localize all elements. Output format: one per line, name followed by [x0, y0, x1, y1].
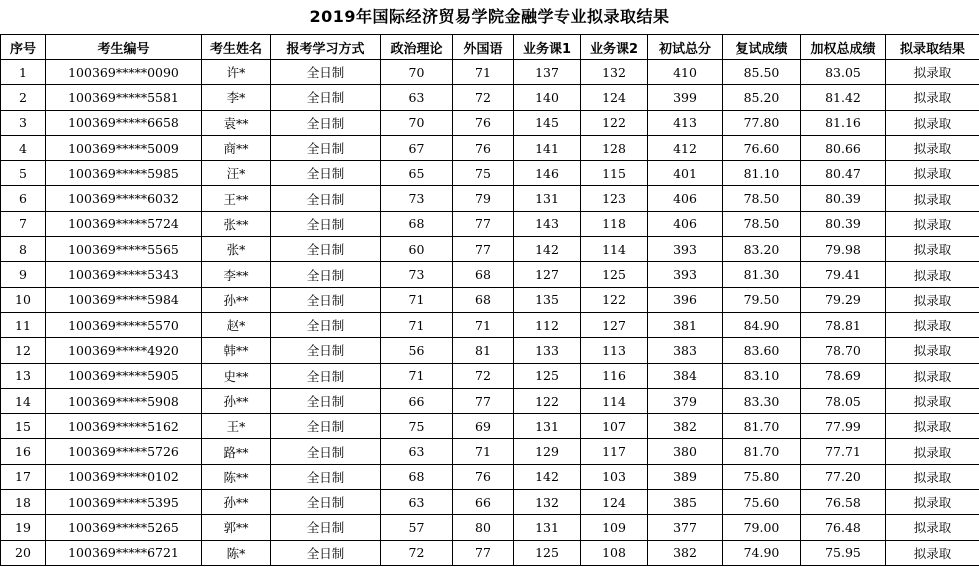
table-row [1, 439, 979, 464]
cell-admission-result: 拟录取 [886, 85, 979, 110]
cell-retest-score: 81.70 [723, 414, 801, 439]
table-row [1, 490, 979, 515]
cell-weighted-total: 78.05 [801, 388, 886, 413]
cell-admission-result: 拟录取 [886, 439, 979, 464]
header-foreign-language: 外国语 [453, 35, 514, 60]
cell-initial-total: 389 [648, 464, 723, 489]
cell-candidate-name: 史** [202, 363, 271, 388]
cell-retest-score: 79.00 [723, 515, 801, 540]
cell-initial-total: 396 [648, 287, 723, 312]
cell-seq: 15 [1, 414, 46, 439]
cell-candidate-id: 100369*****6658 [46, 110, 202, 135]
cell-foreign-language: 66 [453, 490, 514, 515]
cell-study-mode: 全日制 [271, 515, 381, 540]
cell-subject-1: 145 [514, 110, 581, 135]
cell-study-mode: 全日制 [271, 186, 381, 211]
cell-admission-result: 拟录取 [886, 490, 979, 515]
cell-subject-2: 117 [581, 439, 648, 464]
cell-politics: 71 [381, 312, 453, 337]
cell-retest-score: 83.30 [723, 388, 801, 413]
cell-weighted-total: 75.95 [801, 540, 886, 565]
cell-subject-2: 113 [581, 338, 648, 363]
cell-seq: 20 [1, 540, 46, 565]
cell-foreign-language: 71 [453, 439, 514, 464]
table-row [1, 110, 979, 135]
cell-initial-total: 384 [648, 363, 723, 388]
cell-retest-score: 85.20 [723, 85, 801, 110]
cell-admission-result: 拟录取 [886, 464, 979, 489]
cell-candidate-id: 100369*****5984 [46, 287, 202, 312]
cell-politics: 60 [381, 237, 453, 262]
cell-politics: 71 [381, 363, 453, 388]
cell-retest-score: 76.60 [723, 135, 801, 160]
cell-subject-2: 118 [581, 211, 648, 236]
cell-seq: 16 [1, 439, 46, 464]
cell-politics: 75 [381, 414, 453, 439]
cell-study-mode: 全日制 [271, 414, 381, 439]
table-row [1, 161, 979, 186]
cell-candidate-id: 100369*****5265 [46, 515, 202, 540]
cell-candidate-name: 张* [202, 237, 271, 262]
cell-weighted-total: 80.39 [801, 211, 886, 236]
cell-foreign-language: 71 [453, 60, 514, 85]
cell-seq: 17 [1, 464, 46, 489]
cell-politics: 73 [381, 262, 453, 287]
cell-candidate-name: 袁** [202, 110, 271, 135]
cell-study-mode: 全日制 [271, 211, 381, 236]
cell-subject-1: 133 [514, 338, 581, 363]
cell-study-mode: 全日制 [271, 287, 381, 312]
cell-candidate-id: 100369*****5908 [46, 388, 202, 413]
cell-foreign-language: 68 [453, 287, 514, 312]
cell-seq: 4 [1, 135, 46, 160]
table-row [1, 135, 979, 160]
cell-retest-score: 75.80 [723, 464, 801, 489]
cell-politics: 63 [381, 85, 453, 110]
cell-subject-1: 142 [514, 237, 581, 262]
cell-weighted-total: 81.16 [801, 110, 886, 135]
cell-candidate-id: 100369*****5726 [46, 439, 202, 464]
cell-weighted-total: 83.05 [801, 60, 886, 85]
cell-retest-score: 84.90 [723, 312, 801, 337]
cell-seq: 13 [1, 363, 46, 388]
cell-candidate-name: 许* [202, 60, 271, 85]
cell-subject-2: 132 [581, 60, 648, 85]
table-row [1, 515, 979, 540]
cell-retest-score: 78.50 [723, 186, 801, 211]
cell-foreign-language: 79 [453, 186, 514, 211]
cell-candidate-name: 路** [202, 439, 271, 464]
cell-weighted-total: 78.81 [801, 312, 886, 337]
cell-seq: 5 [1, 161, 46, 186]
cell-admission-result: 拟录取 [886, 237, 979, 262]
cell-initial-total: 399 [648, 85, 723, 110]
cell-initial-total: 385 [648, 490, 723, 515]
cell-foreign-language: 72 [453, 85, 514, 110]
cell-candidate-name: 王* [202, 414, 271, 439]
cell-politics: 63 [381, 490, 453, 515]
cell-weighted-total: 78.70 [801, 338, 886, 363]
cell-admission-result: 拟录取 [886, 211, 979, 236]
table-row [1, 338, 979, 363]
cell-politics: 56 [381, 338, 453, 363]
table-row [1, 414, 979, 439]
cell-politics: 67 [381, 135, 453, 160]
cell-admission-result: 拟录取 [886, 287, 979, 312]
cell-study-mode: 全日制 [271, 262, 381, 287]
cell-initial-total: 381 [648, 312, 723, 337]
cell-candidate-id: 100369*****5905 [46, 363, 202, 388]
cell-admission-result: 拟录取 [886, 110, 979, 135]
cell-retest-score: 83.60 [723, 338, 801, 363]
cell-candidate-name: 孙** [202, 388, 271, 413]
cell-study-mode: 全日制 [271, 110, 381, 135]
cell-study-mode: 全日制 [271, 388, 381, 413]
header-row [1, 35, 979, 60]
cell-subject-1: 122 [514, 388, 581, 413]
cell-subject-2: 114 [581, 388, 648, 413]
cell-candidate-name: 陈** [202, 464, 271, 489]
cell-admission-result: 拟录取 [886, 515, 979, 540]
header-seq: 序号 [1, 35, 46, 60]
cell-seq: 18 [1, 490, 46, 515]
cell-seq: 10 [1, 287, 46, 312]
admission-results-table [0, 34, 979, 566]
cell-study-mode: 全日制 [271, 540, 381, 565]
cell-admission-result: 拟录取 [886, 262, 979, 287]
cell-retest-score: 77.80 [723, 110, 801, 135]
cell-initial-total: 401 [648, 161, 723, 186]
cell-initial-total: 412 [648, 135, 723, 160]
cell-subject-2: 109 [581, 515, 648, 540]
header-initial-total: 初试总分 [648, 35, 723, 60]
cell-candidate-name: 孙** [202, 490, 271, 515]
cell-retest-score: 83.20 [723, 237, 801, 262]
cell-foreign-language: 71 [453, 312, 514, 337]
cell-candidate-id: 100369*****5009 [46, 135, 202, 160]
cell-politics: 72 [381, 540, 453, 565]
cell-weighted-total: 80.47 [801, 161, 886, 186]
cell-weighted-total: 77.99 [801, 414, 886, 439]
cell-subject-2: 116 [581, 363, 648, 388]
header-subject-2: 业务课2 [581, 35, 648, 60]
cell-subject-1: 127 [514, 262, 581, 287]
cell-candidate-name: 赵* [202, 312, 271, 337]
table-row [1, 237, 979, 262]
cell-foreign-language: 77 [453, 540, 514, 565]
cell-weighted-total: 80.66 [801, 135, 886, 160]
cell-retest-score: 81.10 [723, 161, 801, 186]
header-study-mode: 报考学习方式 [271, 35, 381, 60]
cell-subject-1: 140 [514, 85, 581, 110]
cell-foreign-language: 77 [453, 211, 514, 236]
cell-weighted-total: 79.41 [801, 262, 886, 287]
cell-subject-2: 115 [581, 161, 648, 186]
cell-subject-2: 103 [581, 464, 648, 489]
cell-seq: 19 [1, 515, 46, 540]
cell-politics: 66 [381, 388, 453, 413]
table-row [1, 211, 979, 236]
cell-admission-result: 拟录取 [886, 414, 979, 439]
cell-weighted-total: 76.48 [801, 515, 886, 540]
cell-subject-2: 108 [581, 540, 648, 565]
cell-subject-2: 107 [581, 414, 648, 439]
header-retest-score: 复试成绩 [723, 35, 801, 60]
cell-admission-result: 拟录取 [886, 312, 979, 337]
table-row [1, 312, 979, 337]
cell-retest-score: 83.10 [723, 363, 801, 388]
cell-study-mode: 全日制 [271, 60, 381, 85]
cell-politics: 63 [381, 439, 453, 464]
cell-subject-1: 131 [514, 186, 581, 211]
cell-study-mode: 全日制 [271, 464, 381, 489]
table-row [1, 85, 979, 110]
cell-foreign-language: 76 [453, 110, 514, 135]
cell-seq: 7 [1, 211, 46, 236]
header-weighted-total: 加权总成绩 [801, 35, 886, 60]
cell-politics: 68 [381, 464, 453, 489]
cell-candidate-name: 李** [202, 262, 271, 287]
cell-subject-1: 112 [514, 312, 581, 337]
cell-subject-1: 131 [514, 515, 581, 540]
cell-initial-total: 393 [648, 237, 723, 262]
cell-candidate-name: 李* [202, 85, 271, 110]
cell-foreign-language: 80 [453, 515, 514, 540]
cell-initial-total: 406 [648, 186, 723, 211]
cell-subject-1: 143 [514, 211, 581, 236]
cell-subject-2: 122 [581, 110, 648, 135]
cell-initial-total: 406 [648, 211, 723, 236]
cell-politics: 65 [381, 161, 453, 186]
cell-initial-total: 382 [648, 540, 723, 565]
cell-candidate-id: 100369*****5581 [46, 85, 202, 110]
cell-candidate-id: 100369*****0090 [46, 60, 202, 85]
cell-seq: 14 [1, 388, 46, 413]
cell-candidate-id: 100369*****5985 [46, 161, 202, 186]
cell-study-mode: 全日制 [271, 363, 381, 388]
cell-candidate-name: 韩** [202, 338, 271, 363]
table-row [1, 540, 979, 565]
table-row [1, 60, 979, 85]
cell-admission-result: 拟录取 [886, 60, 979, 85]
header-subject-1: 业务课1 [514, 35, 581, 60]
cell-candidate-id: 100369*****4920 [46, 338, 202, 363]
cell-candidate-name: 陈* [202, 540, 271, 565]
cell-subject-2: 114 [581, 237, 648, 262]
cell-initial-total: 410 [648, 60, 723, 85]
cell-subject-2: 125 [581, 262, 648, 287]
cell-subject-1: 135 [514, 287, 581, 312]
header-candidate-id: 考生编号 [46, 35, 202, 60]
cell-candidate-id: 100369*****5724 [46, 211, 202, 236]
header-admission-result: 拟录取结果 [886, 35, 979, 60]
cell-candidate-name: 孙** [202, 287, 271, 312]
cell-candidate-name: 王** [202, 186, 271, 211]
cell-weighted-total: 77.71 [801, 439, 886, 464]
cell-foreign-language: 76 [453, 135, 514, 160]
cell-foreign-language: 68 [453, 262, 514, 287]
cell-admission-result: 拟录取 [886, 186, 979, 211]
cell-study-mode: 全日制 [271, 135, 381, 160]
cell-candidate-name: 张** [202, 211, 271, 236]
cell-weighted-total: 79.98 [801, 237, 886, 262]
cell-retest-score: 81.70 [723, 439, 801, 464]
table-row [1, 262, 979, 287]
cell-study-mode: 全日制 [271, 312, 381, 337]
cell-subject-2: 124 [581, 490, 648, 515]
cell-subject-1: 125 [514, 540, 581, 565]
cell-politics: 70 [381, 110, 453, 135]
page-title: 2019年国际经济贸易学院金融学专业拟录取结果 [309, 7, 670, 26]
cell-weighted-total: 79.29 [801, 287, 886, 312]
cell-weighted-total: 80.39 [801, 186, 886, 211]
cell-admission-result: 拟录取 [886, 135, 979, 160]
cell-seq: 1 [1, 60, 46, 85]
cell-subject-1: 142 [514, 464, 581, 489]
table-row [1, 186, 979, 211]
cell-subject-1: 141 [514, 135, 581, 160]
cell-initial-total: 393 [648, 262, 723, 287]
header-candidate-name: 考生姓名 [202, 35, 271, 60]
cell-initial-total: 377 [648, 515, 723, 540]
cell-politics: 70 [381, 60, 453, 85]
header-politics: 政治理论 [381, 35, 453, 60]
cell-foreign-language: 81 [453, 338, 514, 363]
cell-initial-total: 383 [648, 338, 723, 363]
cell-initial-total: 380 [648, 439, 723, 464]
cell-study-mode: 全日制 [271, 490, 381, 515]
cell-subject-1: 129 [514, 439, 581, 464]
cell-seq: 2 [1, 85, 46, 110]
cell-politics: 57 [381, 515, 453, 540]
cell-retest-score: 78.50 [723, 211, 801, 236]
cell-foreign-language: 77 [453, 237, 514, 262]
cell-seq: 8 [1, 237, 46, 262]
cell-subject-2: 123 [581, 186, 648, 211]
cell-admission-result: 拟录取 [886, 161, 979, 186]
table-row [1, 287, 979, 312]
cell-retest-score: 74.90 [723, 540, 801, 565]
cell-candidate-id: 100369*****6032 [46, 186, 202, 211]
cell-initial-total: 379 [648, 388, 723, 413]
cell-politics: 71 [381, 287, 453, 312]
cell-foreign-language: 75 [453, 161, 514, 186]
cell-study-mode: 全日制 [271, 439, 381, 464]
cell-weighted-total: 78.69 [801, 363, 886, 388]
table-body [1, 60, 979, 566]
cell-weighted-total: 76.58 [801, 490, 886, 515]
cell-candidate-id: 100369*****5343 [46, 262, 202, 287]
cell-retest-score: 75.60 [723, 490, 801, 515]
cell-candidate-name: 郭** [202, 515, 271, 540]
cell-retest-score: 85.50 [723, 60, 801, 85]
cell-subject-2: 128 [581, 135, 648, 160]
cell-seq: 11 [1, 312, 46, 337]
cell-study-mode: 全日制 [271, 237, 381, 262]
cell-foreign-language: 77 [453, 388, 514, 413]
cell-candidate-id: 100369*****0102 [46, 464, 202, 489]
cell-admission-result: 拟录取 [886, 388, 979, 413]
cell-candidate-id: 100369*****5565 [46, 237, 202, 262]
cell-subject-1: 137 [514, 60, 581, 85]
cell-subject-1: 132 [514, 490, 581, 515]
cell-initial-total: 413 [648, 110, 723, 135]
cell-subject-2: 122 [581, 287, 648, 312]
cell-weighted-total: 81.42 [801, 85, 886, 110]
table-row [1, 388, 979, 413]
cell-candidate-name: 商** [202, 135, 271, 160]
cell-admission-result: 拟录取 [886, 338, 979, 363]
cell-candidate-id: 100369*****5162 [46, 414, 202, 439]
cell-candidate-id: 100369*****6721 [46, 540, 202, 565]
cell-seq: 6 [1, 186, 46, 211]
table-row [1, 363, 979, 388]
cell-admission-result: 拟录取 [886, 363, 979, 388]
cell-subject-2: 127 [581, 312, 648, 337]
cell-study-mode: 全日制 [271, 85, 381, 110]
cell-seq: 12 [1, 338, 46, 363]
cell-politics: 73 [381, 186, 453, 211]
cell-foreign-language: 72 [453, 363, 514, 388]
cell-subject-1: 146 [514, 161, 581, 186]
cell-politics: 68 [381, 211, 453, 236]
table-row [1, 464, 979, 489]
cell-foreign-language: 69 [453, 414, 514, 439]
cell-foreign-language: 76 [453, 464, 514, 489]
cell-subject-2: 124 [581, 85, 648, 110]
cell-candidate-id: 100369*****5570 [46, 312, 202, 337]
cell-admission-result: 拟录取 [886, 540, 979, 565]
cell-seq: 3 [1, 110, 46, 135]
cell-subject-1: 125 [514, 363, 581, 388]
cell-retest-score: 81.30 [723, 262, 801, 287]
cell-seq: 9 [1, 262, 46, 287]
cell-candidate-name: 汪* [202, 161, 271, 186]
cell-study-mode: 全日制 [271, 338, 381, 363]
cell-candidate-id: 100369*****5395 [46, 490, 202, 515]
cell-study-mode: 全日制 [271, 161, 381, 186]
cell-weighted-total: 77.20 [801, 464, 886, 489]
cell-retest-score: 79.50 [723, 287, 801, 312]
cell-initial-total: 382 [648, 414, 723, 439]
cell-subject-1: 131 [514, 414, 581, 439]
